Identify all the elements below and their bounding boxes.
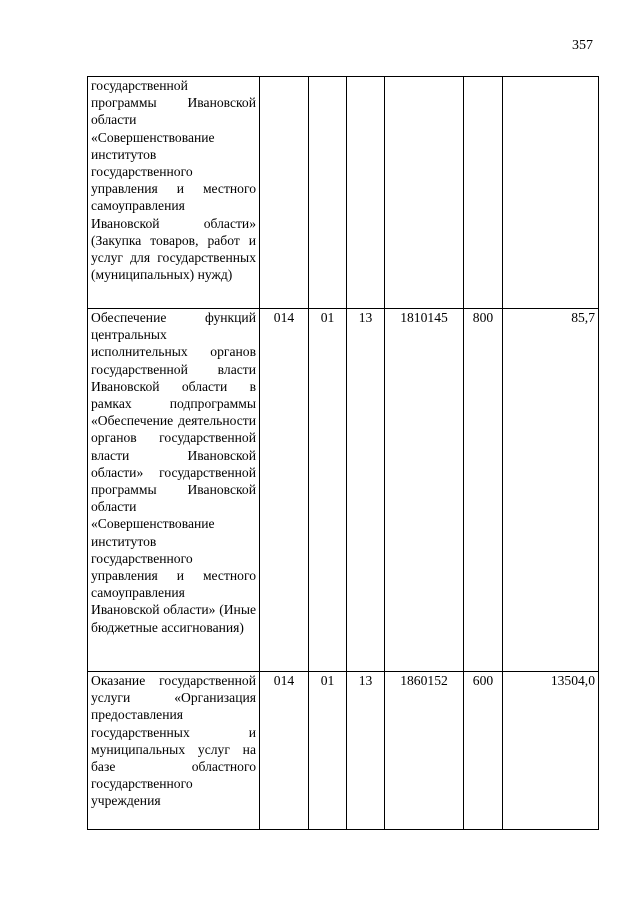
- section-code: 01: [309, 309, 347, 672]
- row-description: Оказание государственной услуги «Организация предоставления государственных и муниципальных услуг на базе областного государственного учреждения: [88, 672, 260, 830]
- page-number: 357: [572, 38, 593, 53]
- amount: [503, 77, 599, 309]
- row-description: Обеспечение функций центральных исполнительных органов государственной власти Ивановской области в рамках подпрограммы «Обеспечение деятельности органов государственной власти Ивановской области» государственной программы Ивановской области «Совершенствование институтов государственного управления и местного самоуправления Ивановской области» (Иные бюджетные ассигнования): [88, 309, 260, 672]
- amount: 85,7: [503, 309, 599, 672]
- table-row: [88, 77, 599, 309]
- subsection-code: [347, 77, 385, 309]
- subsection-code: 13: [347, 672, 385, 830]
- expense-type-code: 600: [464, 672, 503, 830]
- section-code: [309, 77, 347, 309]
- row-description: государственной программы Ивановской области «Совершенствование институтов государственного управления и местного самоуправления Ивановской области» (Закупка товаров, работ и услуг для государственных (муниципальных) нужд): [88, 77, 260, 309]
- budget-table: [87, 76, 599, 830]
- target-article-code: 1810145: [385, 309, 464, 672]
- expense-type-code: [464, 77, 503, 309]
- ministry-code: 014: [260, 309, 309, 672]
- table-row: [88, 309, 599, 672]
- ministry-code: [260, 77, 309, 309]
- expense-type-code: 800: [464, 309, 503, 672]
- subsection-code: 13: [347, 309, 385, 672]
- table-row: [88, 672, 599, 830]
- target-article-code: 1860152: [385, 672, 464, 830]
- amount: 13504,0: [503, 672, 599, 830]
- ministry-code: 014: [260, 672, 309, 830]
- target-article-code: [385, 77, 464, 309]
- section-code: 01: [309, 672, 347, 830]
